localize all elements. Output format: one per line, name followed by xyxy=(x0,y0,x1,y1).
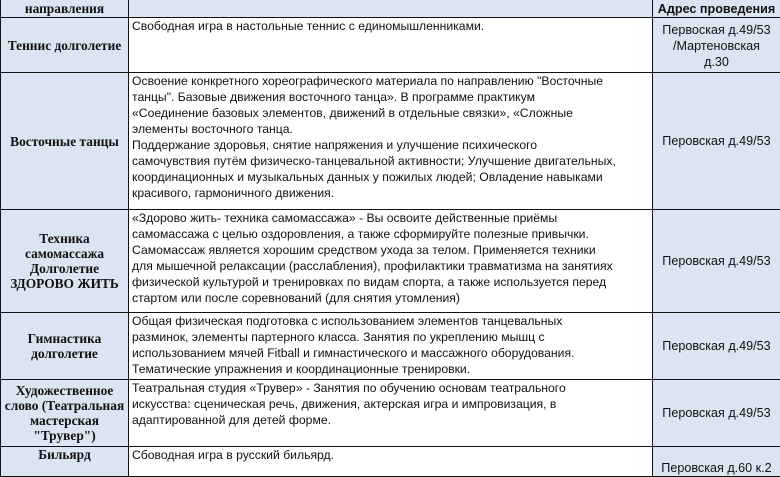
activity-name: Теннис долголетие xyxy=(1,18,129,73)
table-row xyxy=(1,18,780,73)
activity-name-line: ЗДОРОВО ЖИТЬ xyxy=(10,276,119,291)
table-header-row xyxy=(1,0,780,18)
activity-name-line: Долголетие xyxy=(30,261,99,276)
activity-name xyxy=(1,380,129,447)
activity-description: Сбоводная игра в русский бильярд. xyxy=(129,447,653,477)
activity-address: Первоская д.49/53 /Мартеновская д.30 xyxy=(653,18,780,73)
header-address: Адрес проведения xyxy=(653,0,780,18)
table-row xyxy=(1,73,780,210)
table-row xyxy=(1,313,780,380)
activity-address: Перовская д.60 к.2 xyxy=(653,447,780,477)
activity-description: Свободная игра в настольные теннис с единомышленниками. xyxy=(129,18,653,73)
activity-name xyxy=(1,210,129,313)
activity-name-line: долголетие xyxy=(31,346,98,361)
activity-description: Общая физическая подготовка с использованием элементов танцевальных разминок, элементы партерного класса. Занятия по укреплению мышц с использованием мячей Fitball и гимнастического и массажного оборудования. Тематические упражнения и координационные тренировки. xyxy=(129,313,653,380)
activity-address: Перовская д.49/53 xyxy=(653,73,780,210)
activity-name-line: мастерская xyxy=(30,413,99,428)
activity-description: Театральная студия «Трувер» - Занятия по обучению основам театрального искусства: сценическая речь, движения, актерская игра и импровизация, в адаптированной для детей форме. xyxy=(129,380,653,447)
table-row xyxy=(1,210,780,313)
activity-name-line: Техника xyxy=(39,231,89,246)
table-row xyxy=(1,447,780,477)
activity-name-line: слово (Театральная xyxy=(5,398,124,413)
activity-name-line: самомассажа xyxy=(25,246,104,261)
activity-name-line: "Трувер") xyxy=(33,428,95,443)
header-direction: направления xyxy=(1,0,129,18)
activity-address: Перовская д.49/53 xyxy=(653,210,780,313)
activity-address: Перовская д.49/53 xyxy=(653,313,780,380)
activity-description: Освоение конкретного хореографического материала по направлению "Восточные танцы". Базовые движения восточного танца». В программе практикум «Соединение базовых элементов, движений в отдельные связки», «Сложные элементы восточного танца. Поддержание здоровья, снятие напряжения и улучшение психического самочувствия путём физическо-танцевальной активности; Улучшение двигательных, координационных и музыкальных данных у пожилых людей; Овладение навыками красивого, гармоничного движения. xyxy=(129,73,653,210)
activity-name-line: Гимнастика xyxy=(28,331,102,346)
activity-name-line: Художественное xyxy=(16,383,114,398)
activity-name: Бильярд xyxy=(1,447,129,477)
activity-description: «Здорово жить- техника самомассажа» - Вы освоите действенные приёмы самомассажа с целью оздоровления, а также сформируйте полезные привычки. Самомассаж является хорошим средством ухода за телом. Применяется техники для мышечной релаксации (расслабления), профилактики травматизма на занятиях физической культурой и тренировках по видам спорта, а также используется перед стартом или после соревнований (для снятия утомления) xyxy=(129,210,653,313)
activity-name: Восточные танцы xyxy=(1,73,129,210)
activity-name xyxy=(1,313,129,380)
table-row xyxy=(1,380,780,447)
activity-address: Перовская д.49/53 xyxy=(653,380,780,447)
header-description xyxy=(129,0,653,18)
